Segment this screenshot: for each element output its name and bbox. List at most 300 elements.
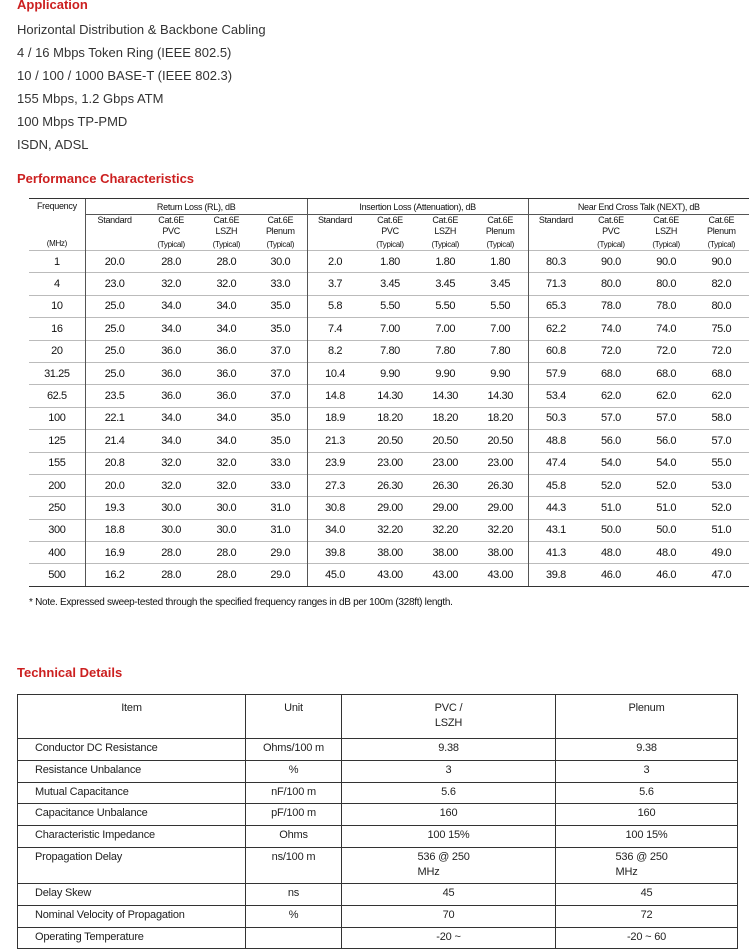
tech-pvc-cell bbox=[342, 804, 556, 826]
tech-header-item: Item bbox=[18, 695, 246, 739]
value-cell-next: 51.0 bbox=[694, 519, 749, 541]
tech-pvc-value: 9.38 bbox=[438, 742, 459, 754]
value-cell-il: 26.30 bbox=[362, 474, 417, 496]
value-cell-rl: 34.0 bbox=[199, 407, 254, 429]
performance-row bbox=[29, 251, 749, 273]
technical-title: Technical Details bbox=[17, 665, 123, 680]
value-cell-next: 47.4 bbox=[528, 452, 583, 474]
value-cell-rl: 28.0 bbox=[144, 251, 199, 273]
value-cell-rl: 35.0 bbox=[254, 318, 307, 340]
value-cell-next: 57.0 bbox=[583, 407, 638, 429]
value-cell-il: 9.90 bbox=[362, 362, 417, 384]
tech-plenum-cell bbox=[556, 804, 738, 826]
tech-pvc-value: 160 bbox=[439, 807, 458, 820]
tech-pvc-value: 100 15% bbox=[427, 829, 470, 842]
tech-row bbox=[18, 847, 738, 883]
frequency-cell: 100 bbox=[29, 407, 85, 429]
value-cell-next: 80.3 bbox=[528, 251, 583, 273]
performance-row bbox=[29, 407, 749, 429]
tech-item-cell: Characteristic Impedance bbox=[18, 826, 246, 848]
value-cell-rl: 25.0 bbox=[85, 340, 143, 362]
tech-pvc-cell bbox=[342, 739, 556, 761]
value-cell-il: 38.00 bbox=[362, 542, 417, 564]
value-cell-il: 26.30 bbox=[473, 474, 528, 496]
value-cell-il: 26.30 bbox=[418, 474, 473, 496]
tech-row bbox=[18, 782, 738, 804]
value-cell-il: 5.50 bbox=[362, 295, 417, 317]
value-cell-rl: 33.0 bbox=[254, 273, 307, 295]
value-cell-il: 5.50 bbox=[473, 295, 528, 317]
value-cell-next: 52.0 bbox=[583, 474, 638, 496]
value-cell-rl: 29.0 bbox=[254, 564, 307, 586]
technical-table-wrapper bbox=[17, 694, 711, 943]
value-cell-rl: 31.0 bbox=[254, 519, 307, 541]
performance-table-wrapper bbox=[29, 198, 736, 587]
tech-item-cell: Capacitance Unbalance bbox=[18, 804, 246, 826]
frequency-cell: 400 bbox=[29, 542, 85, 564]
value-cell-il: 32.20 bbox=[418, 519, 473, 541]
value-cell-il: 29.00 bbox=[362, 497, 417, 519]
value-cell-il: 14.8 bbox=[307, 385, 362, 407]
value-cell-next: 62.0 bbox=[694, 385, 749, 407]
value-cell-next: 48.0 bbox=[583, 542, 638, 564]
value-cell-il: 38.00 bbox=[418, 542, 473, 564]
value-cell-rl: 30.0 bbox=[254, 251, 307, 273]
performance-row bbox=[29, 362, 749, 384]
value-cell-next: 50.0 bbox=[583, 519, 638, 541]
value-cell-rl: 25.0 bbox=[85, 318, 143, 340]
value-cell-il: 43.00 bbox=[418, 564, 473, 586]
value-cell-rl: 28.0 bbox=[144, 564, 199, 586]
tech-plenum-value: 3 bbox=[643, 763, 650, 776]
tech-unit-cell: ns bbox=[246, 883, 342, 905]
value-cell-next: 57.9 bbox=[528, 362, 583, 384]
group-header-insertion-loss: Insertion Loss (Attenuation), dB bbox=[307, 199, 528, 215]
value-cell-next: 60.8 bbox=[528, 340, 583, 362]
typical-label-il-2: (Typical) bbox=[431, 240, 459, 249]
value-cell-il: 7.00 bbox=[418, 318, 473, 340]
value-cell-il: 14.30 bbox=[362, 385, 417, 407]
value-cell-rl: 16.2 bbox=[85, 564, 143, 586]
value-cell-rl: 16.9 bbox=[85, 542, 143, 564]
value-cell-next: 80.0 bbox=[583, 273, 638, 295]
value-cell-il: 45.0 bbox=[307, 564, 362, 586]
value-cell-rl: 19.3 bbox=[85, 497, 143, 519]
value-cell-next: 58.0 bbox=[694, 407, 749, 429]
value-cell-rl: 36.0 bbox=[144, 340, 199, 362]
value-cell-il: 43.00 bbox=[362, 564, 417, 586]
value-cell-next: 54.0 bbox=[583, 452, 638, 474]
value-cell-rl: 36.0 bbox=[199, 340, 254, 362]
group-header-next: Near End Cross Talk (NEXT), dB bbox=[528, 199, 749, 215]
value-cell-next: 41.3 bbox=[528, 542, 583, 564]
frequency-cell: 1 bbox=[29, 251, 85, 273]
tech-pvc-cell bbox=[342, 760, 556, 782]
typical-label-rl-1: (Typical) bbox=[157, 240, 185, 249]
value-cell-il: 18.20 bbox=[418, 407, 473, 429]
tech-pvc-cell bbox=[342, 826, 556, 848]
value-cell-rl: 34.0 bbox=[144, 430, 199, 452]
value-cell-next: 75.0 bbox=[694, 318, 749, 340]
tech-unit-cell: pF/100 m bbox=[246, 804, 342, 826]
tech-plenum-cell bbox=[556, 739, 738, 761]
value-cell-next: 52.0 bbox=[694, 497, 749, 519]
frequency-cell: 300 bbox=[29, 519, 85, 541]
value-cell-il: 39.8 bbox=[307, 542, 362, 564]
value-cell-next: 68.0 bbox=[583, 362, 638, 384]
value-cell-il: 23.00 bbox=[473, 452, 528, 474]
tech-unit-cell: % bbox=[246, 905, 342, 927]
sub-header-il-3: Cat.6E Plenum bbox=[485, 215, 515, 236]
frequency-cell: 200 bbox=[29, 474, 85, 496]
value-cell-next: 62.0 bbox=[583, 385, 638, 407]
value-cell-il: 3.45 bbox=[362, 273, 417, 295]
value-cell-next: 78.0 bbox=[639, 295, 694, 317]
value-cell-next: 80.0 bbox=[639, 273, 694, 295]
performance-row bbox=[29, 273, 749, 295]
value-cell-next: 74.0 bbox=[639, 318, 694, 340]
sub-header-il-0: Standard bbox=[307, 215, 362, 240]
value-cell-rl: 33.0 bbox=[254, 452, 307, 474]
tech-plenum-value: 100 15% bbox=[625, 829, 668, 842]
value-cell-rl: 37.0 bbox=[254, 340, 307, 362]
value-cell-next: 68.0 bbox=[694, 362, 749, 384]
value-cell-il: 20.50 bbox=[362, 430, 417, 452]
tech-unit-cell: nF/100 m bbox=[246, 782, 342, 804]
tech-pvc-cell bbox=[342, 905, 556, 927]
value-cell-rl: 32.0 bbox=[144, 273, 199, 295]
sub-header-next-1: Cat.6E PVC bbox=[598, 215, 624, 236]
value-cell-next: 47.0 bbox=[694, 564, 749, 586]
group-header-return-loss: Return Loss (RL), dB bbox=[85, 199, 307, 215]
value-cell-il: 9.90 bbox=[418, 362, 473, 384]
tech-plenum-value: 160 bbox=[637, 807, 656, 820]
frequency-header-label: Frequency bbox=[36, 201, 77, 211]
performance-row bbox=[29, 452, 749, 474]
performance-row bbox=[29, 497, 749, 519]
value-cell-rl: 34.0 bbox=[144, 295, 199, 317]
tech-row bbox=[18, 739, 738, 761]
sub-header-next-3: Cat.6E Plenum bbox=[707, 215, 736, 236]
typical-label-next-2: (Typical) bbox=[652, 240, 680, 249]
sub-header-rl-0: Standard bbox=[85, 215, 143, 240]
value-cell-il: 1.80 bbox=[418, 251, 473, 273]
application-item: 10 / 100 / 1000 BASE-T (IEEE 802.3) bbox=[17, 68, 233, 83]
value-cell-il: 7.4 bbox=[307, 318, 362, 340]
value-cell-rl: 30.0 bbox=[144, 497, 199, 519]
application-item: ISDN, ADSL bbox=[17, 137, 89, 152]
performance-row bbox=[29, 430, 749, 452]
tech-item-cell: Delay Skew bbox=[18, 883, 246, 905]
application-item: 4 / 16 Mbps Token Ring (IEEE 802.5) bbox=[17, 45, 232, 60]
tech-unit-cell: Ohms bbox=[246, 826, 342, 848]
value-cell-il: 14.30 bbox=[473, 385, 528, 407]
tech-plenum-value: 72 bbox=[640, 908, 653, 921]
value-cell-rl: 34.0 bbox=[199, 295, 254, 317]
tech-plenum-cell bbox=[556, 782, 738, 804]
tech-unit-cell bbox=[246, 927, 342, 949]
value-cell-rl: 36.0 bbox=[144, 385, 199, 407]
performance-row bbox=[29, 519, 749, 541]
value-cell-il: 23.00 bbox=[418, 452, 473, 474]
value-cell-rl: 34.0 bbox=[199, 318, 254, 340]
value-cell-next: 78.0 bbox=[583, 295, 638, 317]
value-cell-next: 68.0 bbox=[639, 362, 694, 384]
value-cell-il: 5.50 bbox=[418, 295, 473, 317]
value-cell-rl: 35.0 bbox=[254, 407, 307, 429]
tech-pvc-value: 5.6 bbox=[441, 785, 456, 798]
sub-header-rl-3: Cat.6E Plenum bbox=[265, 215, 295, 236]
tech-row bbox=[18, 905, 738, 927]
typical-label-il-1: (Typical) bbox=[376, 240, 404, 249]
value-cell-rl: 32.0 bbox=[144, 474, 199, 496]
tech-unit-cell: Ohms/100 m bbox=[246, 739, 342, 761]
value-cell-il: 23.00 bbox=[362, 452, 417, 474]
value-cell-next: 39.8 bbox=[528, 564, 583, 586]
tech-plenum-value: 9.38 bbox=[636, 742, 657, 754]
sub-header-il-1: Cat.6E PVC bbox=[377, 215, 403, 236]
value-cell-next: 65.3 bbox=[528, 295, 583, 317]
value-cell-rl: 20.0 bbox=[85, 474, 143, 496]
value-cell-il: 23.9 bbox=[307, 452, 362, 474]
tech-plenum-value: 45 bbox=[640, 886, 653, 899]
value-cell-il: 7.00 bbox=[362, 318, 417, 340]
value-cell-il: 32.20 bbox=[362, 519, 417, 541]
value-cell-rl: 34.0 bbox=[199, 430, 254, 452]
value-cell-rl: 18.8 bbox=[85, 519, 143, 541]
value-cell-next: 52.0 bbox=[639, 474, 694, 496]
value-cell-il: 7.80 bbox=[473, 340, 528, 362]
frequency-cell: 155 bbox=[29, 452, 85, 474]
tech-pvc-cell bbox=[342, 927, 556, 949]
value-cell-il: 5.8 bbox=[307, 295, 362, 317]
performance-row bbox=[29, 564, 749, 586]
tech-pvc-value: 45 bbox=[442, 886, 455, 899]
value-cell-rl: 36.0 bbox=[199, 362, 254, 384]
typical-label-rl-0 bbox=[85, 239, 143, 251]
value-cell-il: 7.80 bbox=[418, 340, 473, 362]
frequency-cell: 20 bbox=[29, 340, 85, 362]
value-cell-rl: 30.0 bbox=[199, 519, 254, 541]
tech-row bbox=[18, 883, 738, 905]
tech-row bbox=[18, 760, 738, 782]
performance-table bbox=[29, 198, 749, 587]
value-cell-next: 44.3 bbox=[528, 497, 583, 519]
tech-plenum-cell bbox=[556, 826, 738, 848]
tech-plenum-cell bbox=[556, 760, 738, 782]
tech-header-plenum: Plenum bbox=[556, 695, 738, 739]
value-cell-rl: 34.0 bbox=[144, 318, 199, 340]
value-cell-next: 82.0 bbox=[694, 273, 749, 295]
value-cell-rl: 22.1 bbox=[85, 407, 143, 429]
value-cell-il: 1.80 bbox=[473, 251, 528, 273]
tech-plenum-value: 536 @ 250 MHz bbox=[615, 850, 668, 878]
tech-unit-cell: % bbox=[246, 760, 342, 782]
value-cell-rl: 34.0 bbox=[144, 407, 199, 429]
value-cell-next: 46.0 bbox=[583, 564, 638, 586]
tech-plenum-cell bbox=[556, 883, 738, 905]
value-cell-rl: 28.0 bbox=[199, 564, 254, 586]
value-cell-il: 34.0 bbox=[307, 519, 362, 541]
value-cell-il: 20.50 bbox=[473, 430, 528, 452]
typical-label-rl-3: (Typical) bbox=[266, 240, 295, 249]
typical-label-rl-2: (Typical) bbox=[212, 240, 241, 249]
tech-item-cell: Resistance Unbalance bbox=[18, 760, 246, 782]
tech-pvc-cell bbox=[342, 883, 556, 905]
value-cell-il: 3.7 bbox=[307, 273, 362, 295]
technical-table bbox=[17, 694, 738, 949]
performance-row bbox=[29, 542, 749, 564]
value-cell-next: 62.0 bbox=[639, 385, 694, 407]
tech-header-pvc-lszh bbox=[342, 695, 556, 739]
value-cell-il: 8.2 bbox=[307, 340, 362, 362]
value-cell-il: 3.45 bbox=[418, 273, 473, 295]
value-cell-next: 72.0 bbox=[583, 340, 638, 362]
value-cell-next: 43.1 bbox=[528, 519, 583, 541]
performance-note: * Note. Expressed sweep-tested through the specified frequency ranges in dB per 100m (328ft) length. bbox=[29, 597, 453, 608]
performance-row bbox=[29, 318, 749, 340]
value-cell-rl: 21.4 bbox=[85, 430, 143, 452]
value-cell-rl: 35.0 bbox=[254, 295, 307, 317]
frequency-cell: 10 bbox=[29, 295, 85, 317]
value-cell-rl: 23.0 bbox=[85, 273, 143, 295]
performance-row bbox=[29, 474, 749, 496]
tech-item-cell: Propagation Delay bbox=[18, 847, 246, 883]
value-cell-rl: 37.0 bbox=[254, 362, 307, 384]
value-cell-next: 56.0 bbox=[583, 430, 638, 452]
value-cell-rl: 30.0 bbox=[144, 519, 199, 541]
value-cell-il: 18.20 bbox=[362, 407, 417, 429]
value-cell-il: 3.45 bbox=[473, 273, 528, 295]
value-cell-next: 50.3 bbox=[528, 407, 583, 429]
value-cell-il: 43.00 bbox=[473, 564, 528, 586]
tech-row bbox=[18, 826, 738, 848]
value-cell-next: 57.0 bbox=[694, 430, 749, 452]
value-cell-next: 48.8 bbox=[528, 430, 583, 452]
value-cell-rl: 30.0 bbox=[199, 497, 254, 519]
typical-label-il-0 bbox=[307, 239, 362, 251]
value-cell-rl: 25.0 bbox=[85, 362, 143, 384]
tech-item-cell: Nominal Velocity of Propagation bbox=[18, 905, 246, 927]
value-cell-il: 30.8 bbox=[307, 497, 362, 519]
tech-plenum-value: 5.6 bbox=[639, 785, 654, 798]
value-cell-next: 71.3 bbox=[528, 273, 583, 295]
frequency-cell: 31.25 bbox=[29, 362, 85, 384]
value-cell-rl: 32.0 bbox=[199, 474, 254, 496]
value-cell-next: 57.0 bbox=[639, 407, 694, 429]
typical-label-next-3: (Typical) bbox=[707, 240, 736, 249]
value-cell-next: 90.0 bbox=[694, 251, 749, 273]
value-cell-rl: 20.8 bbox=[85, 452, 143, 474]
value-cell-next: 51.0 bbox=[639, 497, 694, 519]
typical-label-next-1: (Typical) bbox=[597, 240, 625, 249]
performance-title: Performance Characteristics bbox=[17, 171, 195, 186]
application-item: Horizontal Distribution & Backbone Cabling bbox=[17, 22, 266, 37]
tech-pvc-cell bbox=[342, 782, 556, 804]
value-cell-il: 32.20 bbox=[473, 519, 528, 541]
value-cell-rl: 31.0 bbox=[254, 497, 307, 519]
value-cell-il: 14.30 bbox=[418, 385, 473, 407]
tech-item-cell: Operating Temperature bbox=[18, 927, 246, 949]
tech-pvc-value: -20 ~ bbox=[436, 930, 461, 943]
value-cell-next: 50.0 bbox=[639, 519, 694, 541]
application-title: Application bbox=[17, 0, 88, 12]
value-cell-next: 53.4 bbox=[528, 385, 583, 407]
value-cell-next: 51.0 bbox=[583, 497, 638, 519]
value-cell-rl: 29.0 bbox=[254, 542, 307, 564]
value-cell-next: 62.2 bbox=[528, 318, 583, 340]
value-cell-il: 29.00 bbox=[473, 497, 528, 519]
value-cell-next: 48.0 bbox=[639, 542, 694, 564]
tech-pvc-value: 70 bbox=[442, 908, 455, 921]
value-cell-next: 72.0 bbox=[639, 340, 694, 362]
value-cell-il: 21.3 bbox=[307, 430, 362, 452]
value-cell-next: 45.8 bbox=[528, 474, 583, 496]
value-cell-next: 46.0 bbox=[639, 564, 694, 586]
sub-header-rl-1: Cat.6E PVC bbox=[158, 215, 184, 236]
value-cell-rl: 37.0 bbox=[254, 385, 307, 407]
value-cell-il: 1.80 bbox=[362, 251, 417, 273]
value-cell-next: 49.0 bbox=[694, 542, 749, 564]
frequency-unit-label: (MHz) bbox=[46, 239, 67, 248]
performance-row bbox=[29, 385, 749, 407]
application-list bbox=[17, 18, 266, 156]
frequency-cell: 125 bbox=[29, 430, 85, 452]
value-cell-rl: 20.0 bbox=[85, 251, 143, 273]
value-cell-next: 90.0 bbox=[639, 251, 694, 273]
sub-header-rl-2: Cat.6E LSZH bbox=[213, 215, 240, 236]
frequency-cell: 16 bbox=[29, 318, 85, 340]
value-cell-rl: 35.0 bbox=[254, 430, 307, 452]
tech-unit-cell: ns/100 m bbox=[246, 847, 342, 883]
frequency-header bbox=[29, 199, 85, 251]
frequency-cell: 250 bbox=[29, 497, 85, 519]
frequency-cell: 4 bbox=[29, 273, 85, 295]
frequency-cell: 62.5 bbox=[29, 385, 85, 407]
value-cell-rl: 36.0 bbox=[144, 362, 199, 384]
value-cell-next: 54.0 bbox=[639, 452, 694, 474]
value-cell-next: 72.0 bbox=[694, 340, 749, 362]
value-cell-next: 56.0 bbox=[639, 430, 694, 452]
value-cell-next: 53.0 bbox=[694, 474, 749, 496]
sub-header-next-2: Cat.6E LSZH bbox=[653, 215, 679, 236]
value-cell-il: 18.20 bbox=[473, 407, 528, 429]
tech-plenum-cell bbox=[556, 905, 738, 927]
tech-row bbox=[18, 927, 738, 949]
value-cell-il: 7.80 bbox=[362, 340, 417, 362]
value-cell-rl: 32.0 bbox=[144, 452, 199, 474]
tech-pvc-value: 536 @ 250 MHz bbox=[417, 850, 470, 878]
value-cell-il: 18.9 bbox=[307, 407, 362, 429]
value-cell-rl: 33.0 bbox=[254, 474, 307, 496]
value-cell-rl: 28.0 bbox=[199, 542, 254, 564]
value-cell-rl: 32.0 bbox=[199, 452, 254, 474]
tech-header-unit: Unit bbox=[246, 695, 342, 739]
tech-item-cell: Mutual Capacitance bbox=[18, 782, 246, 804]
typical-label-next-0 bbox=[528, 239, 583, 251]
tech-header-pvc-lszh-label: PVC / LSZH bbox=[434, 702, 463, 729]
value-cell-next: 90.0 bbox=[583, 251, 638, 273]
tech-pvc-cell bbox=[342, 847, 556, 883]
value-cell-il: 2.0 bbox=[307, 251, 362, 273]
value-cell-il: 7.00 bbox=[473, 318, 528, 340]
typical-label-il-3: (Typical) bbox=[486, 240, 514, 249]
value-cell-rl: 36.0 bbox=[199, 385, 254, 407]
tech-item-cell: Conductor DC Resistance bbox=[18, 739, 246, 761]
tech-plenum-value: -20 ~ 60 bbox=[626, 930, 667, 943]
value-cell-rl: 32.0 bbox=[199, 273, 254, 295]
value-cell-il: 27.3 bbox=[307, 474, 362, 496]
